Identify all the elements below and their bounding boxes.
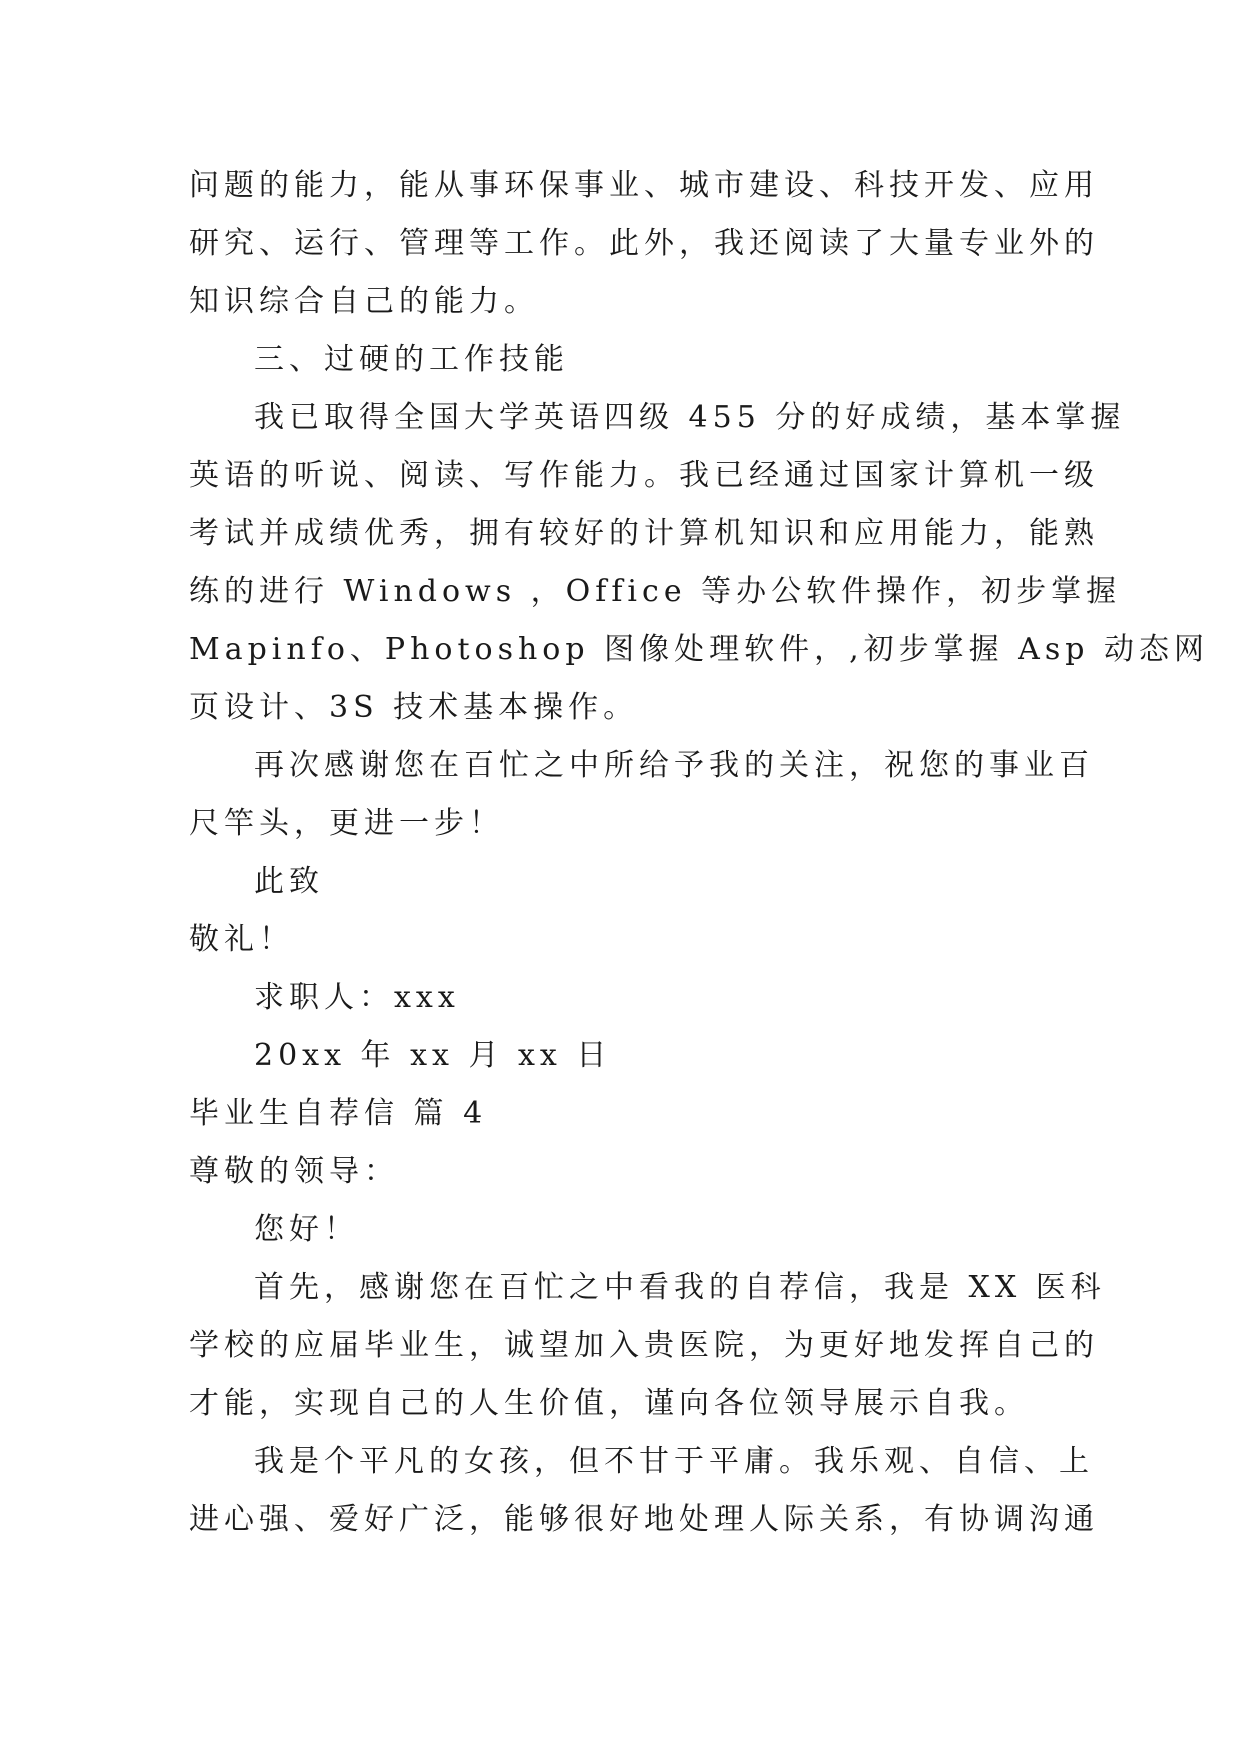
text-line: 我是个平凡的女孩，但不甘于平庸。我乐观、自信、上 [254,1444,1094,1479]
text-line: 尺竿头，更进一步！ [189,806,504,841]
text-line: 再次感谢您在百忙之中所给予我的关注，祝您的事业百 [254,748,1094,783]
text-line: 进心强、爱好广泛，能够很好地处理人际关系，有协调沟通 [189,1502,1099,1537]
greeting: 尊敬的领导： [189,1154,399,1189]
text-line: 问题的能力，能从事环保事业、城市建设、科技开发、应用 [189,168,1099,203]
text-line: 才能，实现自己的人生价值，谨向各位领导展示自我。 [189,1386,1029,1421]
text-line: 首先，感谢您在百忙之中看我的自荐信，我是 XX 医科 [254,1270,1106,1305]
signature-name: 求职人：xxx [254,980,460,1015]
text-line: 考试并成绩优秀，拥有较好的计算机知识和应用能力，能熟 [189,516,1099,551]
closing-regards: 敬礼！ [189,922,294,957]
signature-date: 20xx 年 xx 月 xx 日 [254,1038,612,1073]
text-line: 页设计、3S 技术基本操作。 [189,690,639,725]
letter-title: 毕业生自荐信 篇 4 [189,1096,488,1131]
text-line: 英语的听说、阅读、写作能力。我已经通过国家计算机一级 [189,458,1099,493]
closing-salutation: 此致 [254,864,324,899]
text-line: 练的进行 Windows ，Office 等办公软件操作，初步掌握 [189,574,1122,609]
text-line: 学校的应届毕业生，诚望加入贵医院，为更好地发挥自己的 [189,1328,1099,1363]
section-heading: 三、过硬的工作技能 [254,342,569,377]
text-line: Mapinfo、Photoshop 图像处理软件，,初步掌握 Asp 动态网 [189,632,1209,667]
text-line: 知识综合自己的能力。 [189,284,539,319]
text-line: 研究、运行、管理等工作。此外，我还阅读了大量专业外的 [189,226,1099,261]
text-line: 我已取得全国大学英语四级 455 分的好成绩，基本掌握 [254,400,1126,435]
greeting-hello: 您好！ [254,1212,359,1247]
